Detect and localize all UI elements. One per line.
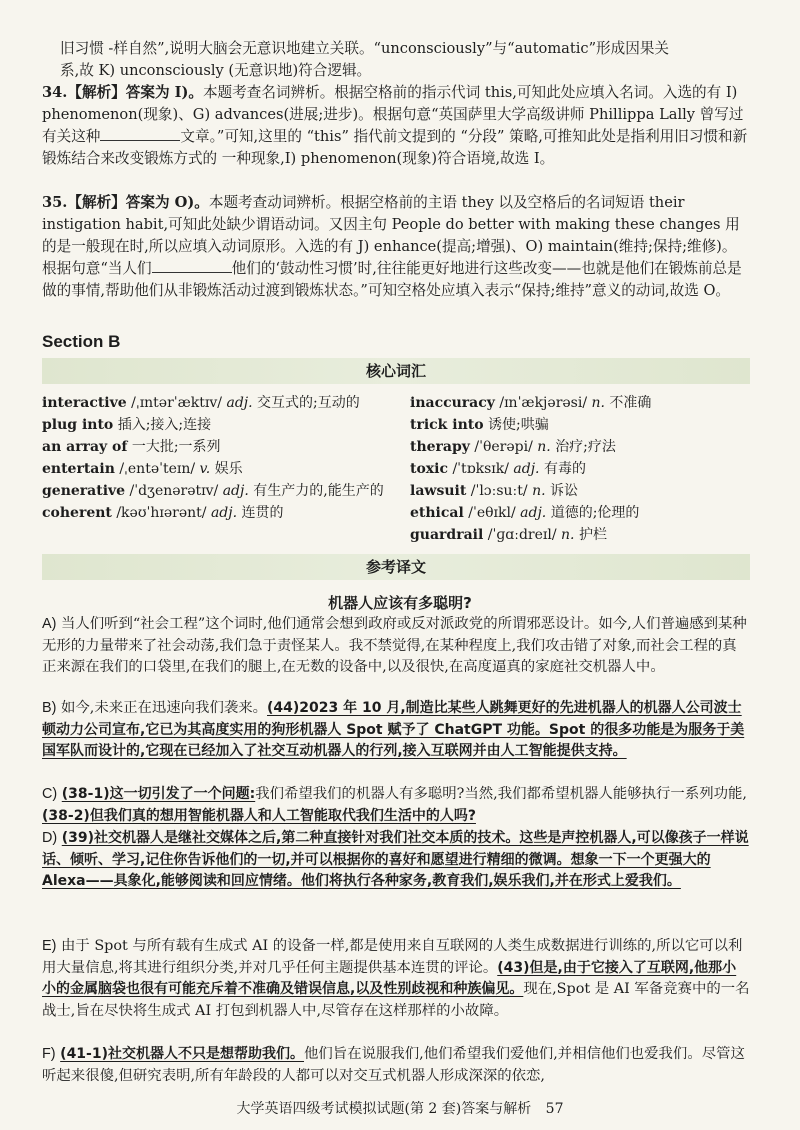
- translation-heading: 参考译文: [42, 554, 750, 580]
- answer-34-blank: [100, 126, 180, 141]
- paragraph-f: F) (41-1)社交机器人不只是想帮助我们。他们旨在说服我们,他们希望我们爱他们,并相信他们也爱我们。尽管这听起来很傻,但研究表明,所有年龄段的人都可以对交互式机器人形成深深的依恋,: [42, 1046, 745, 1084]
- vocab-word: toxic: [410, 461, 448, 477]
- footer-title: 大学英语四级考试模拟试题(第 2 套)答案与解析: [236, 1101, 532, 1117]
- vocab-meaning: 插入;接入;连接: [117, 417, 212, 433]
- answer-35-blank: [152, 258, 232, 273]
- vocab-ipa: /ˈlɔːsuːt/: [470, 483, 528, 499]
- vocab-entry: [410, 436, 750, 458]
- vocab-entry: [42, 436, 392, 458]
- paragraph-a: A) 当人们听到“社会工程”这个词时,他们通常会想到政府或反对派政党的所谓邪恶设计。如今,人们普遍感到某种无形的力量带来了社会动荡,我们急于责怪某人。我不禁觉得,在某种程度上,我们攻击错了对象,而社会工程的真正来源在我们的口袋里,在我们的腿上,在无数的设备中,以及很快,在高度逼真的家庭社交机器人中。: [42, 616, 747, 675]
- vocab-entry: [410, 480, 750, 502]
- vocab-meaning: 道德的;伦理的: [550, 505, 640, 521]
- vocab-meaning: 交互式的;互动的: [257, 395, 360, 411]
- marked-41-1: (41-1)社交机器人不只是想帮助我们。: [60, 1046, 305, 1062]
- vocab-meaning: 诉讼: [550, 483, 578, 499]
- vocab-word: therapy: [410, 439, 470, 455]
- vocab-entry: [42, 458, 392, 480]
- page-number: 57: [545, 1101, 564, 1117]
- vocab-ipa: /ˈeθɪkl/: [468, 505, 516, 521]
- vocab-word: interactive: [42, 395, 127, 411]
- vocab-entry: [410, 502, 750, 524]
- vocab-ipa: /ˈdʒenərətɪv/: [129, 483, 219, 499]
- paragraph-e: E) 由于 Spot 与所有载有生成式 AI 的设备一样,都是使用来自互联网的人类生成数据进行训练的,所以它可以利用大量信息,将其进行组织分类,并对几乎任何主题提供基本连贯的评论。(43)但是,由于它接入了互联网,他那小小的金属脑袋也很有可能充斥着不准确及错误信息,以及性别歧视和种族偏见。现在,Spot 是 AI 军备竞赛中的一名战士,旨在尽快将生成式 AI 打包到机器人中,尽管存在这样那样的小故障。: [42, 938, 750, 1019]
- vocab-pos: adj.: [513, 461, 540, 477]
- paragraph-d: D) (39)社交机器人是继社交媒体之后,第二种直接针对我们社交本质的技术。这些是声控机器人,可以像孩子一样说话、倾听、学习,记住你告诉他们的一切,并可以根据你的喜好和愿望进行精细的微调。想象一下一个更强大的 Alexa——具象化,能够阅读和回应情绪。他们将执行各种家务,教育我们,娱乐我们,并在形式上爱我们。: [42, 830, 749, 889]
- vocab-word: ethical: [410, 505, 464, 521]
- vocab-meaning: 娱乐: [214, 461, 243, 477]
- vocab-ipa: /ˈɡɑːdreɪl/: [487, 527, 557, 543]
- vocab-pos: adj.: [520, 505, 547, 521]
- vocab-word: coherent: [42, 505, 112, 521]
- vocab-word: trick into: [410, 417, 484, 433]
- paragraph-c: C) (38-1)这一切引发了一个问题:我们希望我们的机器人有多聪明?当然,我们都希望机器人能够执行一系列功能,(38-2)但我们真的想用智能机器人和人工智能取代我们生活中的人吗?: [42, 786, 747, 824]
- vocab-ipa: /ˈtɒksɪk/: [452, 461, 509, 477]
- vocab-word: generative: [42, 483, 126, 499]
- vocab-word: inaccuracy: [410, 395, 495, 411]
- vocab-word: entertain: [42, 461, 115, 477]
- translation-title: 机器人应该有多聪明?: [328, 594, 472, 612]
- vocab-word: an array of: [42, 439, 128, 455]
- vocab-list-right: [410, 392, 750, 546]
- vocab-ipa: /ˈθerəpi/: [474, 439, 533, 455]
- vocab-pos: v.: [199, 461, 211, 477]
- vocab-heading: 核心词汇: [42, 358, 750, 384]
- vocab-pos: n.: [532, 483, 546, 499]
- vocab-pos: adj.: [210, 505, 238, 521]
- answer-35-label: 35.【解析】答案为 O)。: [42, 194, 209, 211]
- answer-34: [42, 82, 750, 170]
- vocab-entry: [42, 480, 392, 502]
- section-heading: Section B: [42, 332, 121, 351]
- answer-35-text: 本题考查动词辨析。根据空格前的主语 they 以及空格后的名词短语 their instigation habit,可知此处缺少谓语动词。又因主句 People do better with making these changes 用的是一般现在时,所以应填入动词原形。入选的有 J) enhance(提高;增强)、O) maintain(维持;保持;维修)。根据句意“当人们: [42, 194, 740, 277]
- vocab-pos: n.: [561, 527, 575, 543]
- marked-43: (43)但是,由于它接入了互联网,他那小小的金属脑袋也很有可能充斥着不准确及错误信息,以及性别歧视和种族偏见。: [42, 959, 737, 997]
- vocab-meaning: 诱使;哄骗: [488, 417, 549, 433]
- vocab-list-left: [42, 392, 392, 524]
- vocab-entry: [42, 392, 392, 414]
- marked-38-2: (38-2)但我们真的想用智能机器人和人工智能取代我们生活中的人吗?: [42, 807, 476, 824]
- vocab-entry: [42, 414, 392, 436]
- paragraph-b: B) 如今,未来正在迅速向我们袭来。(44)2023 年 10 月,制造比某些人跳舞更好的先进机器人的机器人公司波士顿动力公司宣布,它已为其高度实用的狗形机器人 Spot 赋予了 ChatGPT 功能。Spot 的很多功能是为服务于美国军队而设计的,它现在已经加入了社交互动机器人的行列,接入互联网并由人工智能提供支持。: [42, 700, 745, 759]
- vocab-pos: adj.: [226, 395, 253, 411]
- page-footer: [0, 1098, 800, 1118]
- vocab-pos: adj.: [222, 483, 249, 499]
- answer-35: [42, 192, 750, 302]
- marked-38-1: (38-1)这一切引发了一个问题:: [61, 786, 256, 802]
- answer-35-text-after: 他们的‘鼓动性习惯’时,往往能更好地进行这些改变——也就是他们在锻炼前总是做的事情,帮助他们从非锻炼活动过渡到锻炼状态。”可知空格处应填入表示“保持;维持”意义的动词,故选 O。: [42, 260, 742, 299]
- vocab-meaning: 有毒的: [543, 461, 586, 477]
- vocab-ipa: /ˌentəˈteɪn/: [119, 461, 196, 477]
- vocab-meaning: 连贯的: [241, 505, 284, 521]
- answer-34-text: 本题考查名词辨析。根据空格前的指示代词 this,可知此处应填入名词。入选的有 I) phenomenon(现象)、G) advances(进展;进步)。根据句意“英国萨里大学高级讲师 Phillippa Lally 曾写过有关这种: [42, 84, 744, 145]
- vocab-pos: n.: [591, 395, 605, 411]
- vocab-entry: [410, 414, 750, 436]
- vocab-ipa: /ˌɪntərˈæktɪv/: [131, 395, 223, 411]
- answer-34-text-after: 文章。”可知,这里的 “this” 指代前文提到的 “分段” 策略,可推知此处是指利用旧习惯和新锻炼结合来改变锻炼方式的 一种现象,I) phenomenon(现象)符合语境,故选 I。: [42, 128, 748, 167]
- vocab-ipa: /ɪnˈækjərəsi/: [499, 395, 588, 411]
- vocab-entry: [410, 458, 750, 480]
- marked-39: (39)社交机器人是继社交媒体之后,第二种直接针对我们社交本质的技术。这些是声控机器人,可以像孩子一样说话、倾听、学习,记住你告诉他们的一切,并可以根据你的喜好和愿望进行精细的微调。想象一下一个更强大的 Alexa——具象化,能够阅读和回应情绪。他们将执行各种家务,教育我们,娱乐我们,并在形式上爱我们。: [42, 830, 749, 889]
- vocab-word: lawsuit: [410, 483, 467, 499]
- marked-44: (44)2023 年 10 月,制造比某些人跳舞更好的先进机器人的机器人公司波士顿动力公司宣布,它已为其高度实用的狗形机器人 Spot 赋予了 ChatGPT 功能。Spot 的很多功能是为服务于美国军队而设计的,它现在已经加入了社交互动机器人的行列,接入互联网并由人工智能提供支持。: [42, 700, 745, 759]
- vocab-meaning: 治疗;疗法: [555, 439, 616, 455]
- vocab-meaning: 护栏: [578, 527, 607, 543]
- vocab-pos: n.: [537, 439, 551, 455]
- vocab-meaning: 一大批;一系列: [131, 439, 221, 455]
- vocab-meaning: 不准确: [609, 395, 652, 411]
- vocab-word: plug into: [42, 417, 114, 433]
- vocab-meaning: 有生产力的,能生产的: [253, 483, 384, 499]
- vocab-entry: [410, 392, 750, 414]
- vocab-entry: [410, 524, 750, 546]
- vocab-word: guardrail: [410, 527, 484, 543]
- vocab-entry: [42, 502, 392, 524]
- vocab-ipa: /kəʊˈhɪərənt/: [116, 505, 207, 521]
- answer-34-label: 34.【解析】答案为 I)。: [42, 84, 203, 101]
- continued-text: 旧习惯 -样自然”,说明大脑会无意识地建立关联。“unconsciously”与“automatic”形成因果关 系,故 K) unconsciously (无意识地)符合逻辑。: [60, 40, 670, 79]
